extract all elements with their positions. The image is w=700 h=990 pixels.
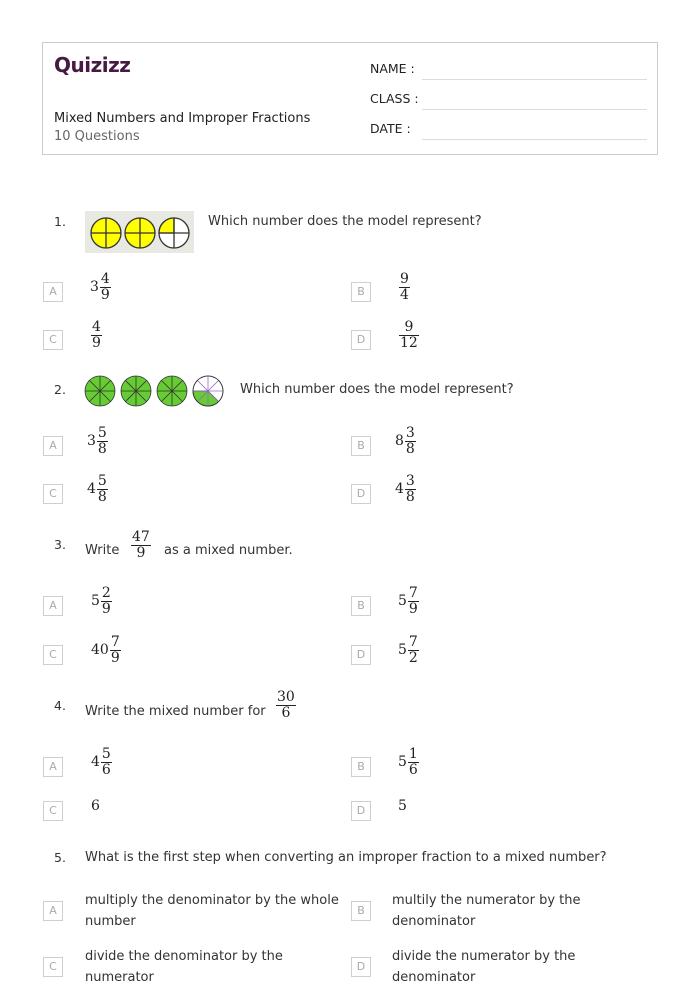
question-5-number: 5. <box>54 850 66 865</box>
question-1-number: 1. <box>54 214 66 229</box>
date-line[interactable] <box>422 139 647 140</box>
question-4-text: Write the mixed number for <box>85 704 266 719</box>
option-box[interactable]: B <box>351 436 371 456</box>
option-box[interactable]: A <box>43 282 63 302</box>
question-2-text: Which number does the model represent? <box>240 382 514 397</box>
option-box[interactable]: D <box>351 330 371 350</box>
date-label: DATE : <box>370 121 411 136</box>
option-box[interactable]: B <box>351 901 371 921</box>
question-3-number: 3. <box>54 537 66 552</box>
option-math: 5 $\frac{7}{9}$ <box>398 585 418 617</box>
option-box[interactable]: C <box>43 645 63 665</box>
option-text: divide the numerator by the denominator <box>392 949 576 985</box>
class-line[interactable] <box>422 109 647 110</box>
question-4-number: 4. <box>54 698 66 713</box>
option-math: $\frac{9}{4}$ <box>400 271 409 303</box>
class-label: CLASS : <box>370 91 419 106</box>
question-count: 10 Questions <box>54 129 140 144</box>
name-label: NAME : <box>370 61 415 76</box>
option-math: 4 $\frac{5}{6}$ <box>91 746 111 778</box>
option-math: 5 $\frac{2}{9}$ <box>91 585 111 617</box>
worksheet-header <box>42 42 658 155</box>
option-math: 4 $\frac{3}{8}$ <box>395 473 415 505</box>
option-math: 6 <box>91 798 100 814</box>
option-box[interactable]: A <box>43 436 63 456</box>
question-5-text: What is the first step when converting an improper fraction to a mixed number? <box>85 850 607 865</box>
option-box[interactable]: D <box>351 801 371 821</box>
option-math: 40 $\frac{7}{9}$ <box>91 634 120 666</box>
option-math: 5 $\frac{1}{6}$ <box>398 746 418 778</box>
question-3-text-after: as a mixed number. <box>164 543 293 558</box>
option-box[interactable]: A <box>43 757 63 777</box>
option-math: $\frac{9}{12}$ <box>400 319 418 351</box>
option-math: 5 <box>398 798 407 814</box>
pie-model-1-image <box>85 211 194 253</box>
option-box[interactable]: A <box>43 901 63 921</box>
option-box[interactable]: D <box>351 957 371 977</box>
option-box[interactable]: C <box>43 330 63 350</box>
option-math: 5 $\frac{7}{2}$ <box>398 634 418 666</box>
option-text: multily the numerator by the denominator <box>392 893 581 929</box>
question-3-text-before: Write <box>85 543 120 558</box>
option-text: multiply the denominator by the whole number <box>85 893 339 929</box>
question-4-fraction: $\frac{30}{6}$ <box>277 689 295 721</box>
pie-model-2-image <box>84 374 228 408</box>
option-box[interactable]: C <box>43 484 63 504</box>
option-math: 3 $\frac{4}{9}$ <box>90 271 110 303</box>
option-box[interactable]: C <box>43 801 63 821</box>
option-math: 3 $\frac{5}{8}$ <box>87 425 107 457</box>
question-2-number: 2. <box>54 382 66 397</box>
question-1-text: Which number does the model represent? <box>208 214 482 229</box>
option-math: $\frac{4}{9}$ <box>92 319 101 351</box>
quizizz-logo: Quizizz <box>54 53 131 77</box>
option-box[interactable]: B <box>351 282 371 302</box>
option-box[interactable]: C <box>43 957 63 977</box>
question-3-fraction: $\frac{47}{9}$ <box>132 529 150 561</box>
option-box[interactable]: B <box>351 757 371 777</box>
option-text: divide the denominator by the numerator <box>85 949 283 985</box>
option-box[interactable]: D <box>351 645 371 665</box>
option-box[interactable]: A <box>43 596 63 616</box>
option-math: 4 $\frac{5}{8}$ <box>87 473 107 505</box>
option-box[interactable]: D <box>351 484 371 504</box>
worksheet-title: Mixed Numbers and Improper Fractions <box>54 111 311 126</box>
option-math: 8 $\frac{3}{8}$ <box>395 425 415 457</box>
name-line[interactable] <box>422 79 647 80</box>
option-box[interactable]: B <box>351 596 371 616</box>
